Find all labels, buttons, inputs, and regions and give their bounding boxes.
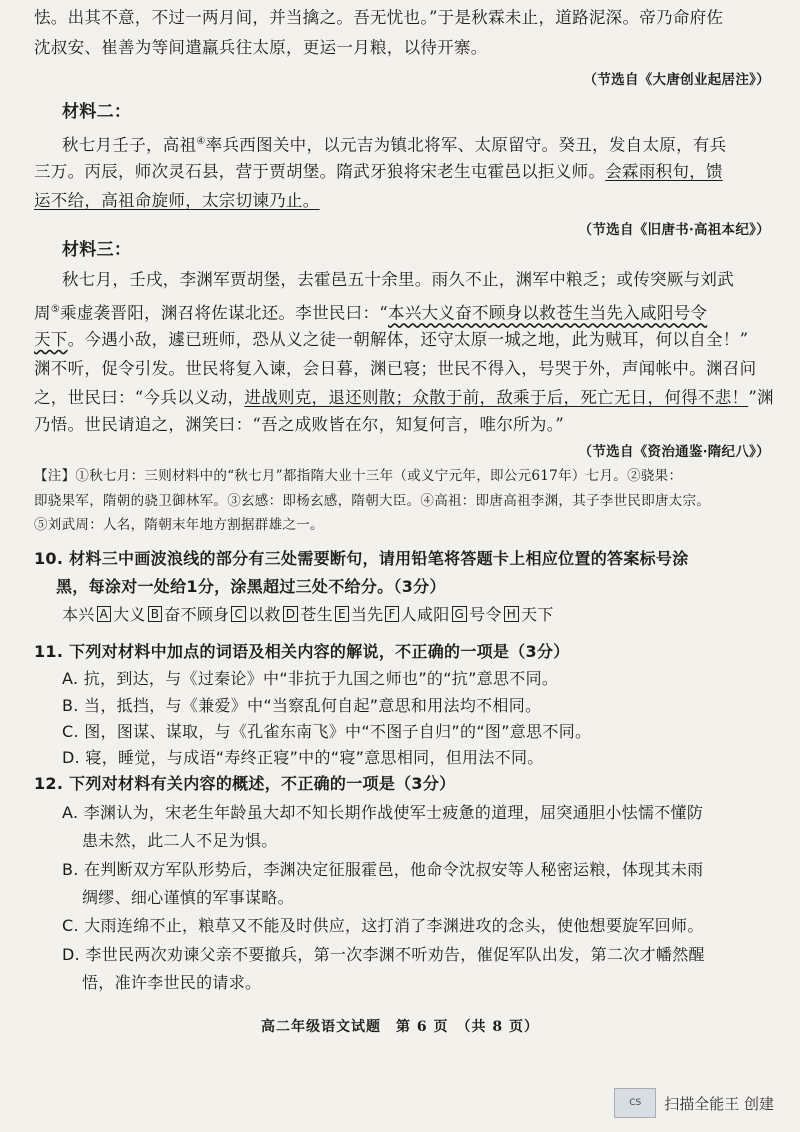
answer-label-F[interactable]: F xyxy=(385,606,398,622)
scanner-watermark xyxy=(614,1088,774,1118)
camscanner-logo-icon: CS xyxy=(614,1088,656,1118)
answer-label-D[interactable]: D xyxy=(283,606,299,622)
option-B-cont: 绸缪、细心谨慎的军事谋略。 xyxy=(82,888,294,907)
material2-line xyxy=(34,160,770,184)
option-A-cont: 患未然，此二人不足为惧。 xyxy=(82,831,278,850)
answer-label-E[interactable]: E xyxy=(335,606,349,622)
option-A: A. 抗，到达，与《过秦论》中“非抗于九国之师也”的“抗”意思不同。 xyxy=(62,669,559,688)
text: 秋七月壬子，高祖 xyxy=(62,135,197,155)
underlined-text: 进战则克，退还则散；众散于前，敌乘于后，死亡无日，何得不悲！ xyxy=(244,388,749,407)
underlined-text: 会霖雨积旬，馈 xyxy=(605,162,723,181)
question-12-stem: 12. 下列对材料有关内容的概述，不正确的一项是（3分） xyxy=(34,774,456,793)
wavy-underlined-text: 本兴大义奋不顾身以救苍生当先入咸阳号令 xyxy=(388,303,708,323)
note-marker: ④ xyxy=(196,136,206,147)
page-footer: 高二年级语文试题 第 6 页 （共 8 页） xyxy=(261,1019,539,1035)
option-B: B. 在判断双方军队形势后，李渊决定征服霍邑，他命令沈叔安等人秘密运粮，体现其未雨 xyxy=(62,860,704,879)
option-C: C. 图，图谋、谋取，与《孔雀东南飞》中“不图子自归”的“图”意思不同。 xyxy=(62,722,592,741)
text: 周 xyxy=(34,303,51,323)
note-marker: ⑤ xyxy=(50,304,61,315)
annotation-line: 即骁果军，隋朝的骁卫御林军。③玄感：即杨玄感，隋朝大臣。④高祖：即唐高祖李渊，其子李世民即唐太宗。 xyxy=(34,493,711,509)
text: 三万。丙辰，师次灵石县，营于贾胡堡。隋武牙狼将宋老生屯霍邑以拒义师。 xyxy=(34,162,606,181)
source-citation: （节选自《资治通鉴·隋纪八》） xyxy=(578,444,770,460)
question-10-stem: 10. 材料三中画波浪线的部分有三处需要断句，请用铅笔将答题卡上相应位置的答案标号涂 xyxy=(34,549,689,568)
material2-line xyxy=(34,189,770,213)
material1-line: 沈叔安、崔善为等间遣羸兵往太原，更运一月粮，以待开寨。 xyxy=(34,38,488,57)
material3-line: 秋七月，壬戌，李渊军贾胡堡，去霍邑五十余里。雨久不止，渊军中粮乏；或传突厥与刘武 xyxy=(62,270,734,289)
material2-line xyxy=(62,130,770,158)
segment: 以救 xyxy=(248,605,281,624)
answer-label-G[interactable]: G xyxy=(452,606,468,622)
text: 。今遇小敌，遽已班师，恐从义之徒一朝解体，还守太原一城之地，此为贼耳，何以自全！” xyxy=(67,330,749,349)
answer-label-C[interactable]: C xyxy=(231,606,246,622)
segment: 天下 xyxy=(521,605,554,624)
annotation-line: ⑤刘武周：人名，隋朝末年地方割据群雄之一。 xyxy=(34,517,324,533)
segment: 号令 xyxy=(469,605,502,624)
text: 之，世民曰：“今兵以义动， xyxy=(34,388,245,407)
option-B: B. 当，抵挡，与《兼爱》中“当察乱何自起”意思和用法均不相同。 xyxy=(62,696,542,715)
question-10-segments xyxy=(62,603,770,627)
segment: 人咸阳 xyxy=(400,605,450,624)
segment: 本兴 xyxy=(62,605,95,624)
wavy-underlined-text: 天下 xyxy=(34,330,68,349)
material2-heading: 材料二： xyxy=(62,102,132,122)
option-D: D. 寝，睡觉，与成语“寿终正寝”中的“寝”意思相同，但用法不同。 xyxy=(62,748,544,767)
underlined-text: 运不给，高祖命旋师，太宗切谏乃止。 xyxy=(34,191,320,210)
option-D-cont: 悟，准许李世民的请求。 xyxy=(82,973,262,992)
material3-line xyxy=(34,298,770,326)
option-D: D. 李世民两次劝谏父亲不要撤兵，第一次李渊不听劝告，催促军队出发，第二次才幡然醒 xyxy=(62,945,705,964)
text: 乘虚袭晋阳，渊召将佐谋北还。李世民曰：“ xyxy=(60,303,389,323)
answer-label-A[interactable]: A xyxy=(97,606,112,622)
source-citation: （节选自《大唐创业起居注》） xyxy=(583,72,770,88)
question-11-stem: 11. 下列对材料中加点的词语及相关内容的解说，不正确的一项是（3分） xyxy=(34,642,570,661)
segment: 当先 xyxy=(350,605,384,624)
annotation-line: 【注】①秋七月：三则材料中的“秋七月”都指隋大业十三年（或义宁元年，即公元617年）七月。②骁果： xyxy=(34,468,683,484)
material3-heading: 材料三： xyxy=(62,240,132,260)
text: ”渊 xyxy=(748,388,774,407)
option-A: A. 李渊认为，宋老生年龄虽大却不知长期作战使军士疲惫的道理，屈突通胆小怯懦不懂防 xyxy=(62,803,704,822)
option-C: C. 大雨连绵不止，粮草又不能及时供应，这打消了李渊进攻的念头，使他想要旋军回师。 xyxy=(62,916,704,935)
text: 率兵西图关中，以元吉为镇北将军、太原留守。癸丑，发自太原，有兵 xyxy=(205,135,727,155)
material3-line xyxy=(34,386,774,410)
segment: 苍生 xyxy=(300,605,333,624)
watermark-text: 扫描全能王 创建 xyxy=(664,1094,774,1113)
answer-label-B[interactable]: B xyxy=(148,606,163,622)
material3-line xyxy=(34,328,770,352)
material3-line: 渊不听，促令引发。世民将复入谏，会日暮，渊已寝；世民不得入，号哭于外，声闻帐中。渊召问 xyxy=(34,359,757,378)
material1-line: 怯。出其不意，不过一两月间，并当擒之。吾无忧也。”于是秋霖未止，道路泥深。帝乃命府佐 xyxy=(34,8,724,27)
segment: 奋不顾身 xyxy=(164,605,230,624)
material3-line: 乃悟。世民请追之，渊笑曰：“吾之成败皆在尔，知复何言，唯尔所为。” xyxy=(34,415,565,434)
answer-label-H[interactable]: H xyxy=(504,606,519,622)
segment: 大义 xyxy=(113,605,146,624)
source-citation: （节选自《旧唐书·高祖本纪》） xyxy=(578,222,770,238)
question-10-stem: 黑，每涂对一处给1分，涂黑超过三处不给分。（3分） xyxy=(56,577,446,596)
